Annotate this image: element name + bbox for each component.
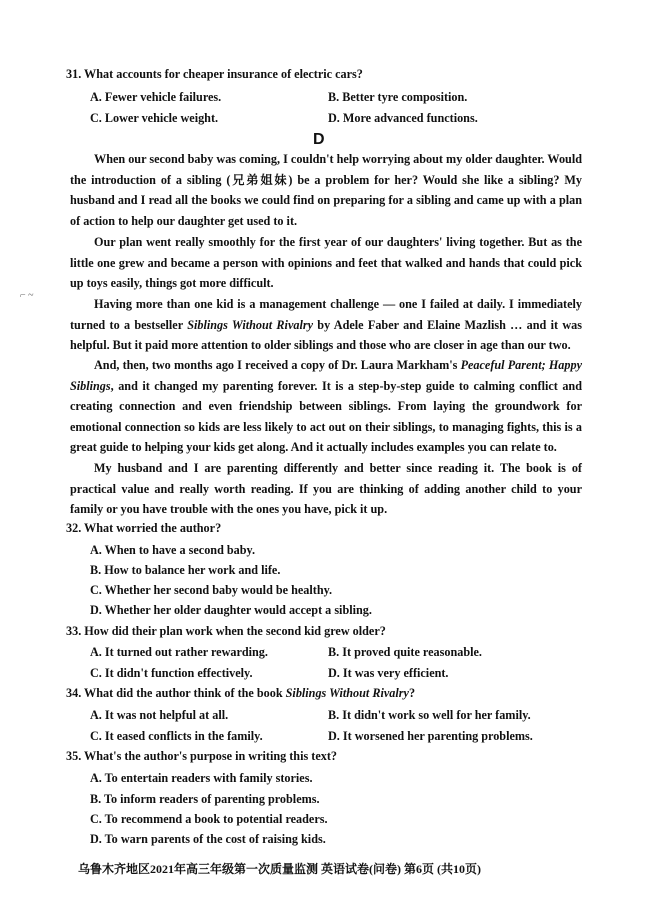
passage-paragraph-4: And, then, two months ago I received a copy of Dr. Laura Markham's Peaceful Parent; Happy Siblings, and it changed my parenting forever. It is a step-by-step guide to calming conflict and creating connection and even friendship between siblings. From laying the groundwork for emotional connection so kids are less likely to act out on their siblings, to managing fights, this is a great guide to helping your kids get along. And it actually includes examples you can relate to. xyxy=(70,358,582,455)
option-32-a: A. When to have a second baby. xyxy=(90,543,256,557)
passage-letter: D xyxy=(313,131,325,148)
option-31-c: C. Lower vehicle weight. xyxy=(90,111,219,125)
option-32-b: B. How to balance her work and life. xyxy=(90,563,281,577)
question-33: 33. How did their plan work when the second kid grew older? xyxy=(66,624,386,638)
option-31-d: D. More advanced functions. xyxy=(328,111,478,125)
option-35-c: C. To recommend a book to potential readers. xyxy=(90,812,328,826)
passage-paragraph-2: Our plan went really smoothly for the first year of our daughters' living together. But as the little one grew and became a person with opinions and feet that walked and hands that could pick up toys easily, things got more difficult. xyxy=(70,235,582,291)
passage-paragraph-3: Having more than one kid is a management challenge — one I failed at daily. I immediately turned to a bestseller Siblings Without Rivalry by Adele Faber and Elaine Mazlish … and it was helpful. But it paid more attention to older siblings and those who are closer in age than our two. xyxy=(70,297,582,353)
book-title-peaceful-parent: Peaceful Parent; Happy Siblings xyxy=(70,358,582,393)
option-31-a: A. Fewer vehicle failures. xyxy=(90,90,222,104)
question-32: 32. What worried the author? xyxy=(66,521,222,535)
option-32-d: D. Whether her older daughter would accept a sibling. xyxy=(90,603,372,617)
book-title-in-question: Siblings Without Rivalry xyxy=(285,686,409,700)
option-33-a: A. It turned out rather rewarding. xyxy=(90,645,268,659)
option-33-c: C. It didn't function effectively. xyxy=(90,666,253,680)
option-32-c: C. Whether her second baby would be healthy. xyxy=(90,583,333,597)
passage-paragraph-5: My husband and I are parenting differently and better since reading it. The book is of practical value and really worth reading. If you are thinking of adding another child to your family or you have trouble with the ones you have, pick it up. xyxy=(70,461,582,517)
page-footer: 乌鲁木齐地区2021年高三年级第一次质量监测 英语试卷(问卷) 第6页 (共10页) xyxy=(78,862,481,876)
question-34: 34. What did the author think of the book Siblings Without Rivalry? xyxy=(66,686,416,700)
option-35-d: D. To warn parents of the cost of raising kids. xyxy=(90,832,326,846)
option-33-b: B. It proved quite reasonable. xyxy=(328,645,482,659)
option-35-b: B. To inform readers of parenting problems. xyxy=(90,792,320,806)
option-34-c: C. It eased conflicts in the family. xyxy=(90,729,263,743)
option-34-d: D. It worsened her parenting problems. xyxy=(328,729,533,743)
question-31: 31. What accounts for cheaper insurance of electric cars? xyxy=(66,67,363,81)
question-35: 35. What's the author's purpose in writing this text? xyxy=(66,749,337,763)
scan-mark: ⌐ ~ xyxy=(20,290,34,301)
option-34-b: B. It didn't work so well for her family. xyxy=(328,708,531,722)
option-34-a: A. It was not helpful at all. xyxy=(90,708,229,722)
option-35-a: A. To entertain readers with family stories. xyxy=(90,771,313,785)
passage-paragraph-1: When our second baby was coming, I couldn't help worrying about my older daughter. Would the introduction of a sibling (兄弟姐妹) be a problem for her? Would she like a sibling? My husband and I read all the books we could find on preparing for a sibling and came up with a plan of action to help our daughter get used to it. xyxy=(70,152,582,228)
option-33-d: D. It was very efficient. xyxy=(328,666,449,680)
book-title-siblings-without-rivalry: Siblings Without Rivalry xyxy=(187,317,313,332)
option-31-b: B. Better tyre composition. xyxy=(328,90,468,104)
